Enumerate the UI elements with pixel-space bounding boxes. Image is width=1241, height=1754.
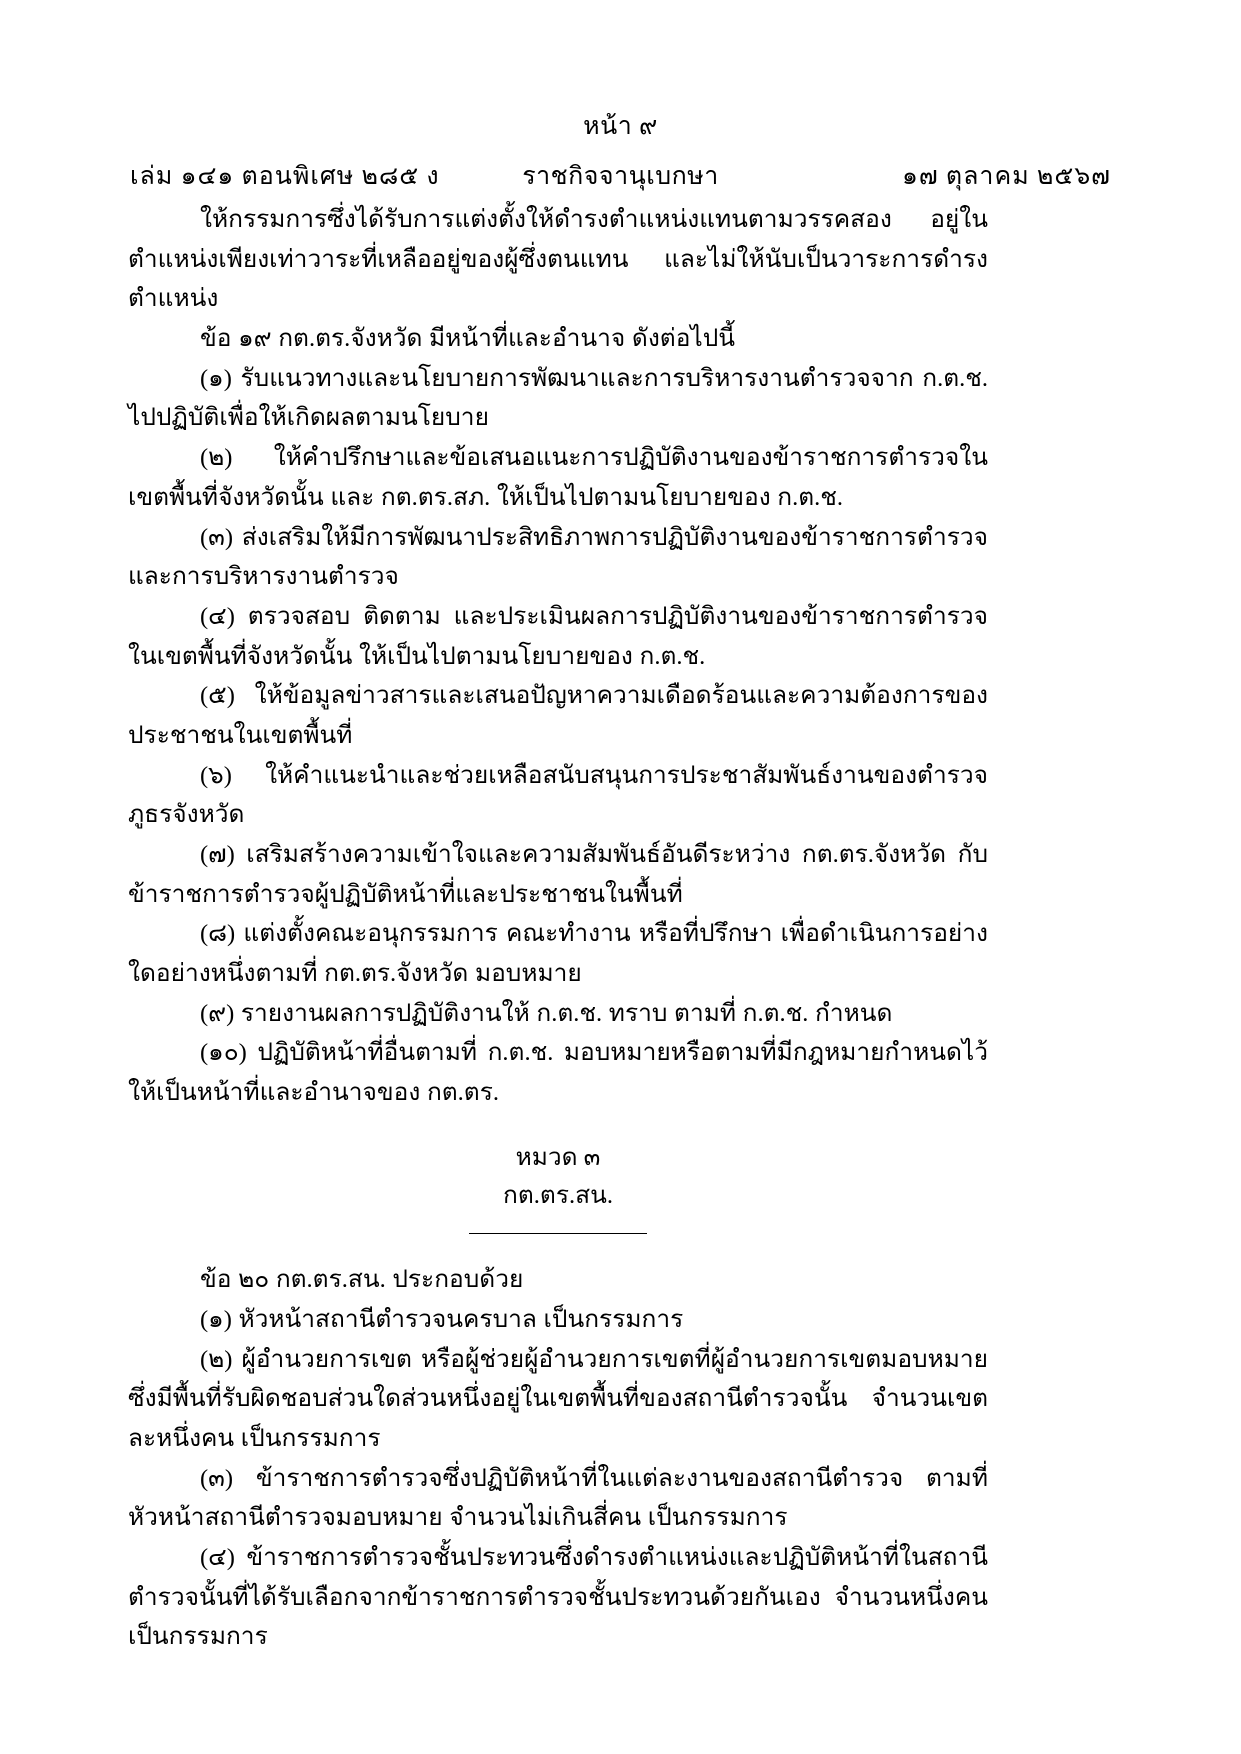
paragraph: ให้กรรมการซึ่งได้รับการแต่งตั้งให้ดำรงตำแหน่งแทนตามวรรคสอง อยู่ในตำแหน่งเพียงเท่าวาระที่เหลืออยู่ของผู้ซึ่งตนแทน และไม่ให้นับเป็นวาระการดำรงตำแหน่ง	[128, 206, 988, 313]
document-body	[128, 200, 988, 1657]
paragraph: (๒) ผู้อำนวยการเขต หรือผู้ช่วยผู้อำนวยการเขตที่ผู้อำนวยการเขตมอบหมายซึ่งมีพื้นที่รับผิดชอบส่วนใดส่วนหนึ่งอยู่ในเขตพื้นที่ของสถานีตำรวจนั้น จำนวนเขตละหนึ่งคน เป็นกรรมการ	[128, 1345, 988, 1452]
paragraph: (๔) ข้าราชการตำรวจชั้นประทวนซึ่งดำรงตำแหน่งและปฏิบัติหน้าที่ในสถานีตำรวจนั้นที่ได้รับเลือกจากข้าราชการตำรวจชั้นประทวนด้วยกันเอง จำนวนหนึ่งคน เป็นกรรมการ	[128, 1544, 988, 1651]
paragraph: (๙) รายงานผลการปฏิบัติงานให้ ก.ต.ช. ทราบ ตามที่ ก.ต.ช. กำหนด	[200, 999, 893, 1027]
paragraph: (๘) แต่งตั้งคณะอนุกรรมการ คณะทำงาน หรือที่ปรึกษา เพื่อดำเนินการอย่างใดอย่างหนึ่งตามที่ กต.ตร.จังหวัด มอบหมาย	[128, 920, 988, 988]
page-header	[0, 112, 1241, 196]
paragraph: (๓) ส่งเสริมให้มีการพัฒนาประสิทธิภาพการปฏิบัติงานของข้าราชการตำรวจและการบริหารงานตำรวจ	[128, 523, 988, 591]
divider-rule	[469, 1233, 647, 1235]
chapter-heading	[128, 1139, 988, 1215]
publication-date: ๑๗ ตุลาคม ๒๕๖๗	[901, 163, 1111, 190]
paragraph: (๗) เสริมสร้างความเข้าใจและความสัมพันธ์อันดีระหว่าง กต.ตร.จังหวัด กับข้าราชการตำรวจผู้ปฏิบัติหน้าที่และประชาชนในพื้นที่	[128, 841, 988, 908]
page-number: หน้า ๙	[583, 113, 658, 140]
gazette-title: ราชกิจจานุเบกษา	[522, 163, 719, 190]
header-row	[0, 156, 1241, 196]
volume-info: เล่ม ๑๔๑ ตอนพิเศษ ๒๘๕ ง	[130, 163, 440, 190]
chapter-number: หมวด ๓	[515, 1143, 601, 1171]
paragraph: ข้อ ๑๙ กต.ตร.จังหวัด มีหน้าที่และอำนาจ ดังต่อไปนี้	[200, 325, 736, 353]
paragraph: (๑๐) ปฏิบัติหน้าที่อื่นตามที่ ก.ต.ช. มอบหมายหรือตามที่มีกฎหมายกำหนดไว้ให้เป็นหน้าที่และอำนาจของ กต.ตร.	[128, 1039, 988, 1107]
paragraph: ข้อ ๒๐ กต.ตร.สน. ประกอบด้วย	[200, 1266, 524, 1294]
paragraph: (๔) ตรวจสอบ ติดตาม และประเมินผลการปฏิบัติงานของข้าราชการตำรวจในเขตพื้นที่จังหวัดนั้น ให้เป็นไปตามนโยบายของ ก.ต.ช.	[128, 602, 988, 670]
paragraph: (๓) ข้าราชการตำรวจซึ่งปฏิบัติหน้าที่ในแต่ละงานของสถานีตำรวจ ตามที่หัวหน้าสถานีตำรวจมอบหมาย จำนวนไม่เกินสี่คน เป็นกรรมการ	[128, 1464, 988, 1532]
paragraph: (๑) รับแนวทางและนโยบายการพัฒนาและการบริหารงานตำรวจจาก ก.ต.ช. ไปปฏิบัติเพื่อให้เกิดผลตามนโยบาย	[128, 364, 988, 432]
chapter-name: กต.ตร.สน.	[503, 1181, 613, 1209]
paragraph: (๖) ให้คำแนะนำและช่วยเหลือสนับสนุนการประชาสัมพันธ์งานของตำรวจภูธรจังหวัด	[128, 761, 988, 829]
paragraph: (๑) หัวหน้าสถานีตำรวจนครบาล เป็นกรรมการ	[200, 1305, 684, 1333]
paragraph: (๒) ให้คำปรึกษาและข้อเสนอแนะการปฏิบัติงานของข้าราชการตำรวจในเขตพื้นที่จังหวัดนั้น และ กต.ตร.สภ. ให้เป็นไปตามนโยบายของ ก.ต.ช.	[128, 444, 988, 511]
paragraph: (๕) ให้ข้อมูลข่าวสารและเสนอปัญหาความเดือดร้อนและความต้องการของประชาชนในเขตพื้นที่	[128, 682, 988, 749]
